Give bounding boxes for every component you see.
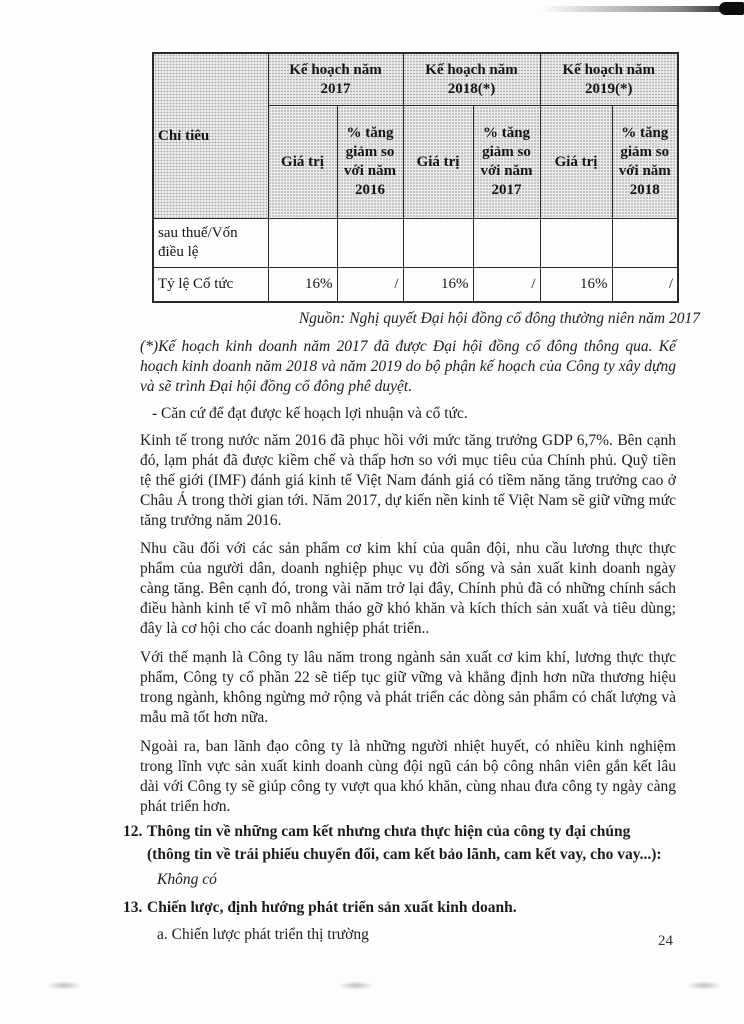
table-cell: 16% — [268, 268, 337, 303]
table-header-value-2018: Giá trị — [403, 106, 473, 219]
scan-artifact-bottom-center — [338, 981, 374, 990]
section-12-heading — [123, 820, 700, 866]
table-header-value-2017: Giá trị — [268, 106, 337, 219]
paragraph-demand: Nhu cầu đối với các sản phẩm cơ kim khí của quân đội, nhu cầu lương thực thực phẩm của người dân, doanh nghiệp phục vụ đời sống và sản xuất kinh doanh ngày càng tăng. Bên cạnh đó, trong vài năm trở lại đây, Chính phủ đã có những chính sách điều hành kinh tế vĩ mô nhằm tháo gỡ khó khăn và kích thích sản xuất và tiêu dùng; đây là cơ hội cho các doanh nghiệp phát triển.. — [140, 540, 676, 637]
table-cell — [473, 219, 540, 268]
table-header-plan-2018: Kế hoạch năm 2018(*) — [403, 53, 540, 106]
paragraph-economy-2016: Kinh tế trong nước năm 2016 đã phục hồi với mức tăng trưởng GDP 6,7%. Bên cạnh đó, lạm phát đã được kiềm chế và thấp hơn so với mục tiêu của Chính phủ. Quỹ tiền tệ thế giới (IMF) đánh giá kinh tế Việt Nam đánh giá có tiềm năng tăng trưởng cao ở Châu Á trong thời gian tới. Năm 2017, dự kiến nền kinh tế Việt Nam sẽ giữ vững mức tăng trưởng năm 2016. — [140, 432, 676, 529]
section-12-line2: (thông tin về trái phiếu chuyển đổi, cam kết bảo lãnh, cam kết vay, cho vay...): — [147, 846, 662, 863]
row-label-dividend-rate: Tỷ lệ Cổ tức — [153, 268, 268, 303]
scan-artifact-top-streak — [540, 6, 726, 12]
footnote-paragraph: (*)Kế hoạch kinh doanh năm 2017 đã được Đại hội đồng cổ đông thông qua. Kế hoạch kinh doanh năm 2018 và năm 2019 do bộ phận kế hoạch của Công ty xây dựng và sẽ trình Đại hội đồng cổ đông phê duyệt. — [140, 338, 676, 395]
table-cell — [612, 219, 678, 268]
table-group-header-row — [153, 53, 678, 106]
scan-artifact-bottom-left — [46, 981, 82, 990]
table-header-value-2019: Giá trị — [540, 106, 612, 219]
sub-item-a-market-strategy: a. Chiến lược phát triển thị trường — [157, 926, 369, 943]
table-cell — [540, 219, 612, 268]
table-header-pct-vs-2016: % tăng giảm so với năm 2016 — [337, 106, 403, 219]
section-13-heading — [123, 896, 700, 919]
table-header-plan-2019: Kế hoạch năm 2019(*) — [540, 53, 678, 106]
table-cell — [268, 219, 337, 268]
business-plan-table — [152, 52, 679, 303]
table-header-criteria: Chỉ tiêu — [153, 53, 268, 219]
table-row — [153, 268, 678, 303]
document-content — [123, 52, 700, 945]
table-cell — [403, 219, 473, 268]
table-header-plan-2017: Kế hoạch năm 2017 — [268, 53, 403, 106]
table-cell: 16% — [403, 268, 473, 303]
table-source-caption: Nguồn: Nghị quyết Đại hội đồng cổ đông thường niên năm 2017 — [298, 310, 700, 327]
table-cell: / — [473, 268, 540, 303]
table-cell — [337, 219, 403, 268]
page-number: 24 — [658, 933, 673, 949]
table-header-pct-vs-2018: % tăng giảm so với năm 2018 — [612, 106, 678, 219]
table-row — [153, 219, 678, 268]
section-12-line1: Thông tin về những cam kết nhưng chưa thực hiện của công ty đại chúng — [147, 823, 631, 840]
paragraph-leadership: Ngoài ra, ban lãnh đạo công ty là những người nhiệt huyết, có nhiều kinh nghiệm trong lĩnh vực sản xuất kinh doanh cùng đội ngũ cán bộ công nhân viên gắn kết lâu dài với Công ty sẽ giúp công ty vượt qua khó khăn, cùng nhau đưa công ty ngày càng phát triển hơn. — [140, 738, 676, 815]
scan-artifact-bottom-right — [686, 981, 722, 990]
paragraph-company-strengths: Với thế mạnh là Công ty lâu năm trong ngành sản xuất cơ kim khí, lương thực thực phẩm, Công ty cổ phần 22 sẽ tiếp tục giữ vững và khẳng định hơn nữa thương hiệu trong ngành, không ngừng mở rộng và phát triển các dòng sản phẩm có chất lượng và mẫu mã tốt hơn nữa. — [140, 649, 676, 726]
section-13-number: 13. — [123, 899, 143, 916]
table-header-pct-vs-2017: % tăng giảm so với năm 2017 — [473, 106, 540, 219]
scan-artifact-corner-mark — [719, 2, 744, 15]
dash-bullet-item: - Căn cứ để đạt được kế hoạch lợi nhuận và cổ tức. — [152, 405, 468, 422]
section-13-title: Chiến lược, định hướng phát triển sản xuất kinh doanh. — [147, 899, 517, 916]
row-label-after-tax-over-charter-capital: sau thuế/Vốn điều lệ — [153, 219, 268, 268]
no-commitments-note: Không có — [157, 871, 217, 888]
section-12-text — [147, 820, 700, 866]
table-cell: 16% — [540, 268, 612, 303]
section-12-number: 12. — [123, 823, 143, 840]
table-cell: / — [612, 268, 678, 303]
table-cell: / — [337, 268, 403, 303]
